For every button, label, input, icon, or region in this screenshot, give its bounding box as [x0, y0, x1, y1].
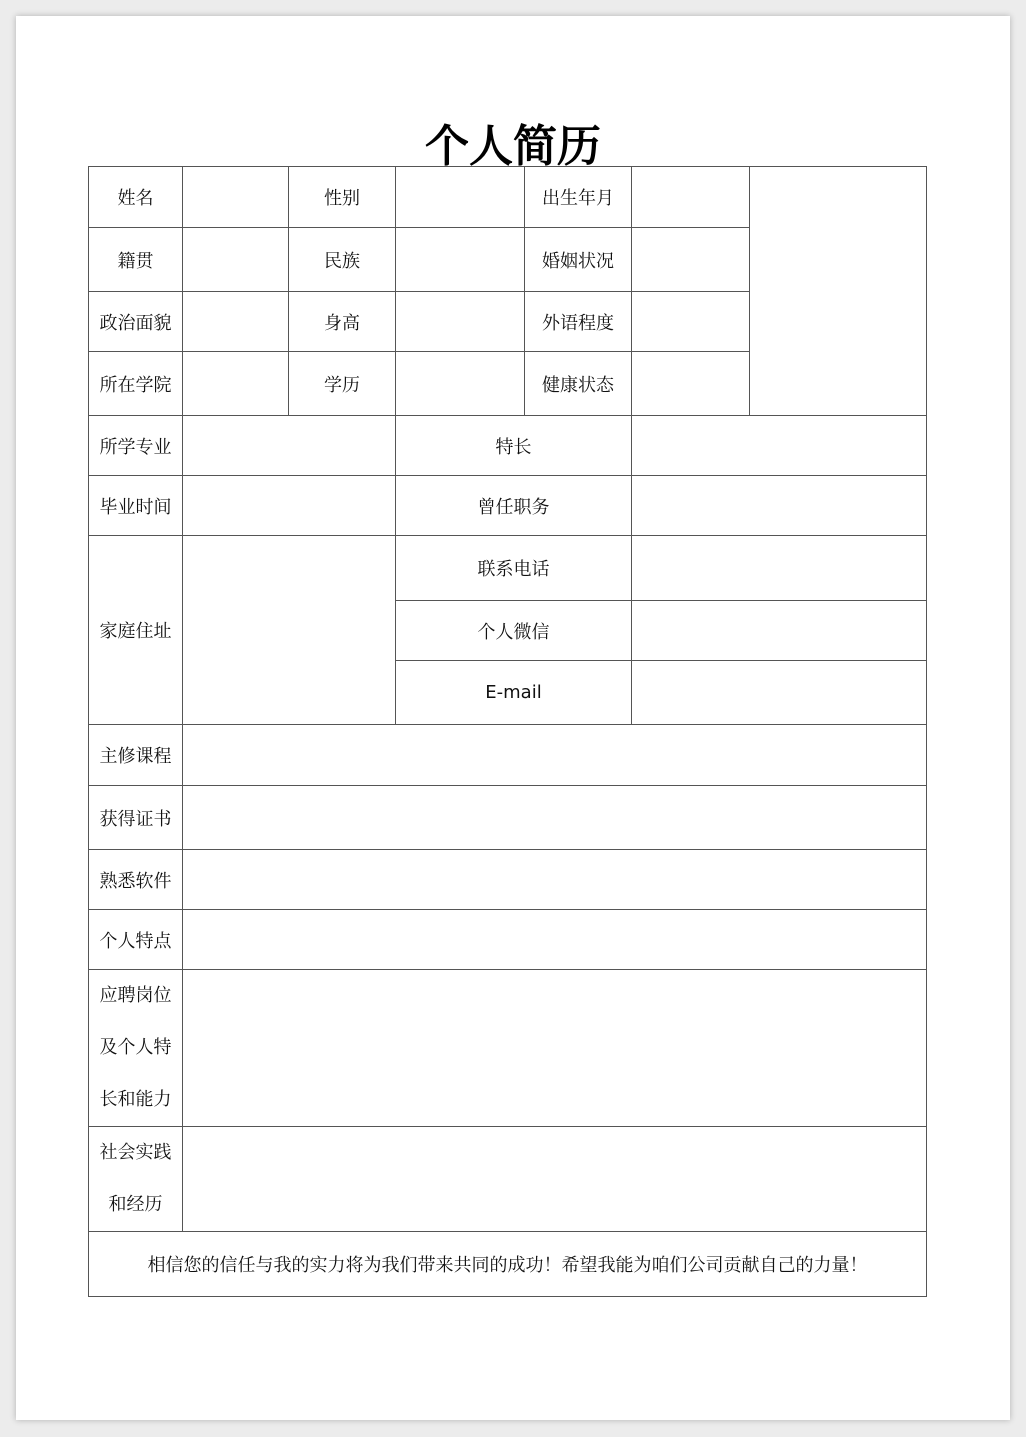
- table-row: [89, 725, 927, 786]
- value-software[interactable]: [183, 850, 927, 910]
- value-health[interactable]: [632, 352, 750, 416]
- label-application-line: 及个人特: [99, 1037, 172, 1058]
- label-phone: 联系电话: [396, 536, 632, 601]
- value-main-courses[interactable]: [183, 725, 927, 786]
- label-foreign-language: 外语程度: [525, 292, 632, 352]
- photo-area[interactable]: [750, 167, 927, 416]
- label-email: E-mail: [396, 661, 632, 725]
- label-social-practice-line: 和经历: [108, 1194, 163, 1215]
- value-marital-status[interactable]: [632, 228, 750, 292]
- label-birth: 出生年月: [525, 167, 632, 228]
- table-row: [89, 536, 927, 601]
- label-application: [89, 970, 183, 1127]
- value-personal-traits[interactable]: [183, 910, 927, 970]
- label-social-practice-line: 社会实践: [99, 1142, 172, 1163]
- label-height: 身高: [289, 292, 396, 352]
- value-email[interactable]: [632, 661, 927, 725]
- label-marital-status: 婚姻状况: [525, 228, 632, 292]
- label-wechat: 个人微信: [396, 601, 632, 661]
- label-ethnicity: 民族: [289, 228, 396, 292]
- value-former-position[interactable]: [632, 476, 927, 536]
- value-wechat[interactable]: [632, 601, 927, 661]
- value-height[interactable]: [396, 292, 525, 352]
- label-main-courses: 主修课程: [89, 725, 183, 786]
- table-row: [89, 786, 927, 850]
- table-row: [89, 850, 927, 910]
- value-application[interactable]: [183, 970, 927, 1127]
- table-row: [89, 416, 927, 476]
- value-certificates[interactable]: [183, 786, 927, 850]
- label-native-place: 籍贯: [89, 228, 183, 292]
- value-graduation-time[interactable]: [183, 476, 396, 536]
- value-foreign-language[interactable]: [632, 292, 750, 352]
- label-certificates: 获得证书: [89, 786, 183, 850]
- page-title: 个人简历: [425, 121, 601, 172]
- closing-statement: 相信您的信任与我的实力将为我们带来共同的成功！希望我能为咱们公司贡献自己的力量！: [89, 1232, 927, 1297]
- label-gender: 性别: [289, 167, 396, 228]
- value-home-address[interactable]: [183, 536, 396, 725]
- value-name[interactable]: [183, 167, 289, 228]
- resume-table: [88, 166, 927, 1297]
- table-row: [89, 1127, 927, 1232]
- label-social-practice: [89, 1127, 183, 1232]
- table-row: [89, 910, 927, 970]
- value-education[interactable]: [396, 352, 525, 416]
- label-graduation-time: 毕业时间: [89, 476, 183, 536]
- label-political-status: 政治面貌: [89, 292, 183, 352]
- label-application-line: 长和能力: [99, 1089, 172, 1110]
- label-education: 学历: [289, 352, 396, 416]
- value-political-status[interactable]: [183, 292, 289, 352]
- label-specialty: 特长: [396, 416, 632, 476]
- value-birth[interactable]: [632, 167, 750, 228]
- label-home-address: 家庭住址: [89, 536, 183, 725]
- label-former-position: 曾任职务: [396, 476, 632, 536]
- value-native-place[interactable]: [183, 228, 289, 292]
- table-row: [89, 970, 927, 1127]
- label-college: 所在学院: [89, 352, 183, 416]
- label-personal-traits: 个人特点: [89, 910, 183, 970]
- value-ethnicity[interactable]: [396, 228, 525, 292]
- resume-page: [16, 16, 1010, 1420]
- label-application-line: 应聘岗位: [99, 985, 172, 1006]
- table-row: [89, 1232, 927, 1297]
- table-row: [89, 167, 927, 228]
- label-name: 姓名: [89, 167, 183, 228]
- value-phone[interactable]: [632, 536, 927, 601]
- table-row: [89, 476, 927, 536]
- value-college[interactable]: [183, 352, 289, 416]
- label-major: 所学专业: [89, 416, 183, 476]
- value-social-practice[interactable]: [183, 1127, 927, 1232]
- value-specialty[interactable]: [632, 416, 927, 476]
- value-gender[interactable]: [396, 167, 525, 228]
- label-health: 健康状态: [525, 352, 632, 416]
- value-major[interactable]: [183, 416, 396, 476]
- label-software: 熟悉软件: [89, 850, 183, 910]
